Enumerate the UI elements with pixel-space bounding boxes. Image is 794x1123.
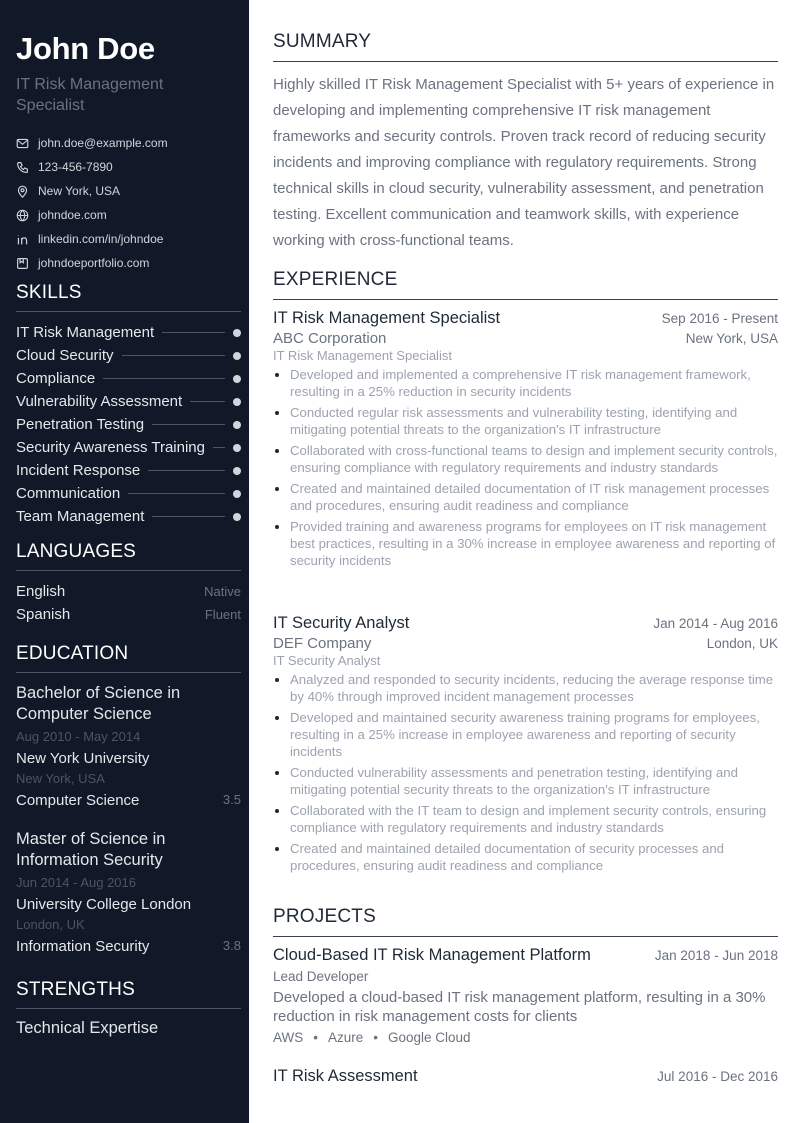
project-tech-list — [273, 1030, 778, 1045]
job-location: New York, USA — [685, 331, 778, 346]
skill-label: Vulnerability Assessment — [16, 393, 183, 410]
phone-icon — [16, 161, 29, 174]
job-bullet: Collaborated with the IT team to design and implement security controls, ensuring compliance with regulatory requirements and industry standards — [273, 802, 778, 836]
skill-item — [16, 390, 241, 413]
job-dates: Jan 2014 - Aug 2016 — [653, 616, 778, 631]
contact-portfolio-text: johndoeportfolio.com — [38, 256, 150, 270]
linkedin-icon — [16, 233, 29, 246]
contact-email[interactable] — [16, 131, 168, 155]
job-bullets — [273, 671, 778, 874]
education-location: New York, USA — [16, 771, 105, 786]
contact-email-text: john.doe@example.com — [38, 136, 168, 150]
contact-list — [16, 131, 168, 275]
skill-item — [16, 321, 241, 344]
experience-entry — [273, 614, 778, 878]
skill-line — [213, 447, 225, 448]
education-field-row — [16, 792, 241, 809]
contact-location-text: New York, USA — [38, 184, 121, 198]
globe-icon — [16, 209, 29, 222]
skill-label: Compliance — [16, 370, 96, 387]
project-dates: Jul 2016 - Dec 2016 — [657, 1069, 778, 1084]
project-title-row — [273, 946, 778, 965]
contact-website-text: johndoe.com — [38, 208, 107, 222]
skill-label: Cloud Security — [16, 347, 114, 364]
education-school: University College London — [16, 896, 192, 913]
job-bullet: Created and maintained detailed documentation of IT risk management processes and procedures, ensuring audit readiness and compliance — [273, 480, 778, 514]
skill-item — [16, 344, 241, 367]
skill-item — [16, 459, 241, 482]
job-title-row — [273, 614, 778, 633]
project-title-row — [273, 1067, 778, 1086]
education-degree: Master of Science in Information Security — [16, 830, 166, 869]
education-field: Computer Science — [16, 792, 140, 809]
skill-item — [16, 505, 241, 528]
languages-list — [16, 580, 241, 626]
job-bullet: Collaborated with cross-functional teams to design and implement security controls, ensuring compliance with regulatory requirements and industry standards — [273, 442, 778, 476]
language-level: Fluent — [204, 607, 241, 622]
skill-dot — [233, 421, 241, 429]
summary-heading: SUMMARY — [273, 31, 778, 62]
education-entry — [16, 683, 241, 809]
contact-phone-text: 123-456-7890 — [38, 160, 113, 174]
job-company: ABC Corporation — [273, 330, 387, 347]
job-bullets — [273, 366, 778, 569]
skill-dot — [233, 352, 241, 360]
skill-item — [16, 482, 241, 505]
job-company-row — [273, 328, 778, 347]
skill-label: Incident Response — [16, 462, 141, 479]
education-location: London, UK — [16, 917, 85, 932]
job-bullet: Developed and implemented a comprehensive IT risk management framework, resulting in a 25% reduction in security incidents — [273, 366, 778, 400]
project-entry — [273, 946, 778, 1045]
education-gpa: 3.5 — [222, 792, 241, 807]
skill-line — [152, 424, 225, 425]
email-icon — [16, 137, 29, 150]
skill-dot — [233, 490, 241, 498]
contact-linkedin-text: linkedin.com/in/johndoe — [38, 232, 164, 246]
languages-heading: LANGUAGES — [16, 541, 241, 571]
job-bullet: Created and maintained detailed documentation of security processes and procedures, ensuring audit readiness and compliance — [273, 840, 778, 874]
skill-line — [152, 516, 225, 517]
language-name: English — [16, 583, 66, 600]
location-pin-icon — [16, 185, 29, 198]
skill-line — [103, 378, 225, 379]
skill-line — [148, 470, 225, 471]
experience-entry — [273, 309, 778, 573]
strengths-heading: STRENGTHS — [16, 979, 241, 1009]
skill-line — [128, 493, 225, 494]
strength-item: Technical Expertise — [16, 1019, 159, 1037]
language-level: Native — [204, 584, 241, 599]
skill-dot — [233, 467, 241, 475]
education-entry — [16, 829, 241, 955]
skill-line — [190, 401, 225, 402]
skill-dot — [233, 329, 241, 337]
education-school: New York University — [16, 750, 150, 767]
education-field-row — [16, 938, 241, 955]
projects-heading: PROJECTS — [273, 906, 778, 937]
skill-label: Security Awareness Training — [16, 439, 205, 456]
skill-item — [16, 436, 241, 459]
project-tech: Azure — [327, 1030, 364, 1045]
project-name: IT Risk Assessment — [273, 1067, 418, 1085]
skill-line — [162, 332, 225, 333]
summary-text: Highly skilled IT Risk Management Specialist with 5+ years of experience in developing and implementing comprehensive IT risk management frameworks and security controls. Proven track record of reducing security incidents and improving compliance with regulatory requirements. Strong technical skills in cloud security, vulnerability assessment, and penetration testing. Excellent communication and teamwork skills, with experience working with cross-functional teams. — [273, 76, 775, 249]
skill-label: IT Risk Management — [16, 324, 155, 341]
job-company-row — [273, 633, 778, 652]
skills-list — [16, 321, 241, 528]
project-tech: AWS — [273, 1030, 304, 1045]
contact-linkedin[interactable] — [16, 227, 168, 251]
skill-dot — [233, 398, 241, 406]
skill-item — [16, 413, 241, 436]
skill-dot — [233, 513, 241, 521]
skills-heading: SKILLS — [16, 282, 241, 312]
skill-label: Communication — [16, 485, 121, 502]
project-entry — [273, 1067, 778, 1086]
main-content — [273, 0, 778, 1123]
job-subtitle: IT Security Analyst — [273, 653, 381, 668]
skill-label: Team Management — [16, 508, 145, 525]
portfolio-icon — [16, 257, 29, 270]
education-dates: Aug 2010 - May 2014 — [16, 729, 141, 744]
tech-separator: • — [373, 1030, 378, 1045]
education-degree: Bachelor of Science in Computer Science — [16, 684, 181, 723]
job-title-row — [273, 309, 778, 328]
project-tech: Google Cloud — [388, 1030, 471, 1045]
skill-dot — [233, 375, 241, 383]
job-role: IT Security Analyst — [273, 614, 410, 632]
job-bullet: Provided training and awareness programs for employees on IT risk management best practices, resulting in a 30% increase in employee awareness and reporting of security incidents — [273, 518, 778, 569]
project-description: Developed a cloud-based IT risk management platform, resulting in a 30% reduction in risk management costs for clients — [273, 989, 766, 1025]
contact-portfolio[interactable] — [16, 251, 168, 275]
sidebar — [0, 0, 249, 1123]
language-name: Spanish — [16, 606, 71, 623]
project-name: Cloud-Based IT Risk Management Platform — [273, 946, 591, 964]
job-bullet: Conducted regular risk assessments and vulnerability testing, identifying and mitigating potential threats to the organization's IT infrastructure — [273, 404, 778, 438]
experience-heading: EXPERIENCE — [273, 269, 778, 300]
job-role: IT Risk Management Specialist — [273, 309, 501, 327]
candidate-name: John Doe — [16, 31, 155, 66]
project-dates: Jan 2018 - Jun 2018 — [654, 948, 778, 963]
job-dates: Sep 2016 - Present — [661, 311, 778, 326]
job-subtitle: IT Risk Management Specialist — [273, 348, 452, 363]
language-item — [16, 580, 241, 603]
job-company: DEF Company — [273, 635, 372, 652]
tech-separator: • — [313, 1030, 318, 1045]
skill-item — [16, 367, 241, 390]
education-dates: Jun 2014 - Aug 2016 — [16, 875, 136, 890]
job-bullet: Developed and maintained security awareness training programs for employees, resulting in a 25% increase in employee awareness and reporting of security incidents — [273, 709, 778, 760]
job-bullet: Conducted vulnerability assessments and penetration testing, identifying and mitigating potential security threats to the organization's IT infrastructure — [273, 764, 778, 798]
language-item — [16, 603, 241, 626]
candidate-title: IT Risk Management Specialist — [16, 76, 164, 114]
contact-phone[interactable] — [16, 155, 168, 179]
contact-website[interactable] — [16, 203, 168, 227]
education-heading: EDUCATION — [16, 643, 241, 673]
project-role: Lead Developer — [273, 969, 369, 984]
contact-location — [16, 179, 168, 203]
skill-label: Penetration Testing — [16, 416, 145, 433]
skill-line — [122, 355, 225, 356]
education-field: Information Security — [16, 938, 150, 955]
job-location: London, UK — [706, 636, 778, 651]
skill-dot — [233, 444, 241, 452]
job-bullet: Analyzed and responded to security incidents, reducing the average response time by 40% through improved incident management processes — [273, 671, 778, 705]
education-gpa: 3.8 — [222, 938, 241, 953]
